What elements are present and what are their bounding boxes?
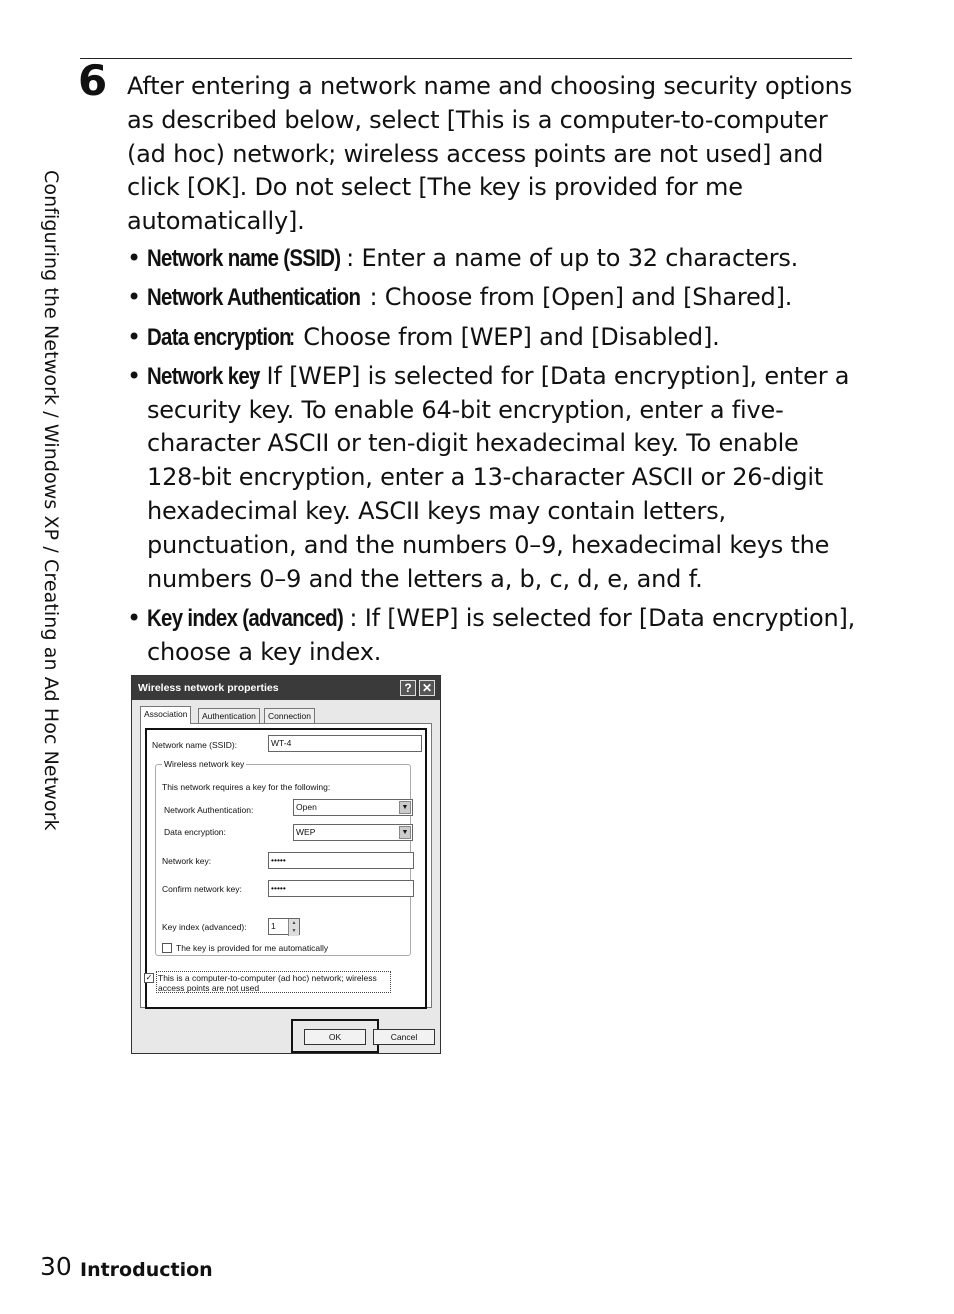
network-authentication-select[interactable] <box>293 799 413 816</box>
data-encryption-select[interactable] <box>293 824 413 841</box>
network-key-label: Network key: <box>162 856 212 866</box>
chevron-down-icon[interactable]: ▼ <box>399 826 411 839</box>
bullet-text: : Choose from [WEP] and [Disabled]. <box>287 322 720 351</box>
list-item: • Key index (advanced) : If [WEP] is selected for [Data encryption], choose a key index. <box>127 603 856 666</box>
bullet-term: Network name (SSID) <box>147 245 341 272</box>
key-index-label: Key index (advanced): <box>162 922 247 932</box>
network-key-input[interactable]: ••••• <box>268 852 414 869</box>
tab-authentication[interactable]: Authentication <box>198 708 260 723</box>
group-intro: This network requires a key for the following: <box>162 782 331 792</box>
network-authentication-value: Open <box>296 802 317 812</box>
wireless-key-group <box>155 759 411 956</box>
key-index-value: 1 <box>271 921 276 931</box>
side-caption-text: Configuring the Network / Windows XP / Creating an Ad Hoc Network <box>40 170 62 831</box>
data-encryption-value: WEP <box>296 827 316 837</box>
tab-connection[interactable]: Connection <box>264 708 315 723</box>
close-icon[interactable]: ✕ <box>419 680 435 696</box>
confirm-key-label: Confirm network key: <box>162 884 242 894</box>
bullet-term: Network Authentication <box>147 284 361 312</box>
confirm-key-input[interactable]: ••••• <box>268 880 414 897</box>
bullet-text: : If [WEP] is selected for [Data encryption], enter a security key. To enable 64-bit encryption, enter a five-character ASCII or ten-digit hexadecimal key. To enable 128-bit encryption, enter a 13-character ASCII or 26-digit hexadecimal key. ASCII keys may contain letters, punctuation, and the numbers 0–9, hexadecimal keys the numbers 0–9 and the letters a, b, c, d, e, and f. <box>147 361 850 593</box>
page-number: 30 <box>40 1252 72 1281</box>
parameter-list <box>127 242 857 675</box>
bullet-term: Data encryption <box>147 323 291 351</box>
adhoc-label-line1: This is a computer-to-computer (ad hoc) network; wireless <box>158 973 377 983</box>
list-item: • Network key: If [WEP] is selected for [Data encryption], enter a security key. To enable 64-bit encryption, enter a five-character ASCII or ten-digit hexadecimal key. To enable 128-bit encryption, enter a 13-character ASCII or 26-digit hexadecimal key. ASCII keys may contain letters, punctuation, and the numbers 0–9, hexadecimal keys the numbers 0–9 and the letters a, b, c, d, e, and f. <box>127 361 850 593</box>
auto-key-checkbox[interactable] <box>162 943 172 953</box>
adhoc-checkbox[interactable]: ✓ <box>145 973 153 982</box>
step-instruction: After entering a network name and choosing security options as described below, select [This is a computer-to-computer (ad hoc) network; wireless access points are not used] and click [OK]. Do not select [The key is provided for me automatically]. <box>127 72 852 236</box>
ssid-label: Network name (SSID): <box>152 740 238 750</box>
adhoc-label-line2: access points are not used <box>158 983 260 993</box>
auto-key-label: The key is provided for me automatically <box>176 943 329 953</box>
dialog-titlebar <box>132 676 440 700</box>
list-item: • Network Authentication : Choose from [Open] and [Shared]. <box>127 281 857 315</box>
bullet-term: Key index (advanced) <box>147 604 344 632</box>
side-caption <box>34 170 64 870</box>
wireless-network-properties-dialog <box>131 675 441 1054</box>
cancel-button[interactable]: Cancel <box>373 1029 435 1045</box>
ssid-input[interactable]: WT-4 <box>268 735 422 752</box>
top-rule <box>80 58 852 59</box>
data-encryption-label: Data encryption: <box>164 827 226 837</box>
bullet-text: : Enter a name of up to 32 characters. <box>346 244 799 272</box>
bullet-term: Network key <box>147 362 260 390</box>
tab-association[interactable]: Association <box>140 706 191 724</box>
chevron-down-icon[interactable]: ▼ <box>399 801 411 814</box>
association-panel <box>140 723 432 1008</box>
dialog-title: Wireless network properties <box>138 682 279 694</box>
bullet-text: : If [WEP] is selected for [Data encryption], choose a key index. <box>147 603 856 666</box>
group-title: Wireless network key <box>164 759 245 769</box>
help-icon[interactable]: ? <box>400 680 416 696</box>
key-index-stepper[interactable] <box>268 918 300 935</box>
list-item: • Network name (SSID) : Enter a name of up to 32 characters. <box>127 242 857 276</box>
section-name: Introduction <box>80 1259 213 1281</box>
bullet-text: : Choose from [Open] and [Shared]. <box>369 283 793 312</box>
step-number: 6 <box>78 56 108 105</box>
spin-arrows-icon[interactable]: ▲ ▼ <box>288 919 299 936</box>
list-item: • Data encryption: Choose from [WEP] and [Disabled]. <box>127 321 857 355</box>
network-authentication-label: Network Authentication: <box>164 805 254 815</box>
ok-button[interactable]: OK <box>304 1029 366 1045</box>
adhoc-focus-outline <box>156 971 391 993</box>
